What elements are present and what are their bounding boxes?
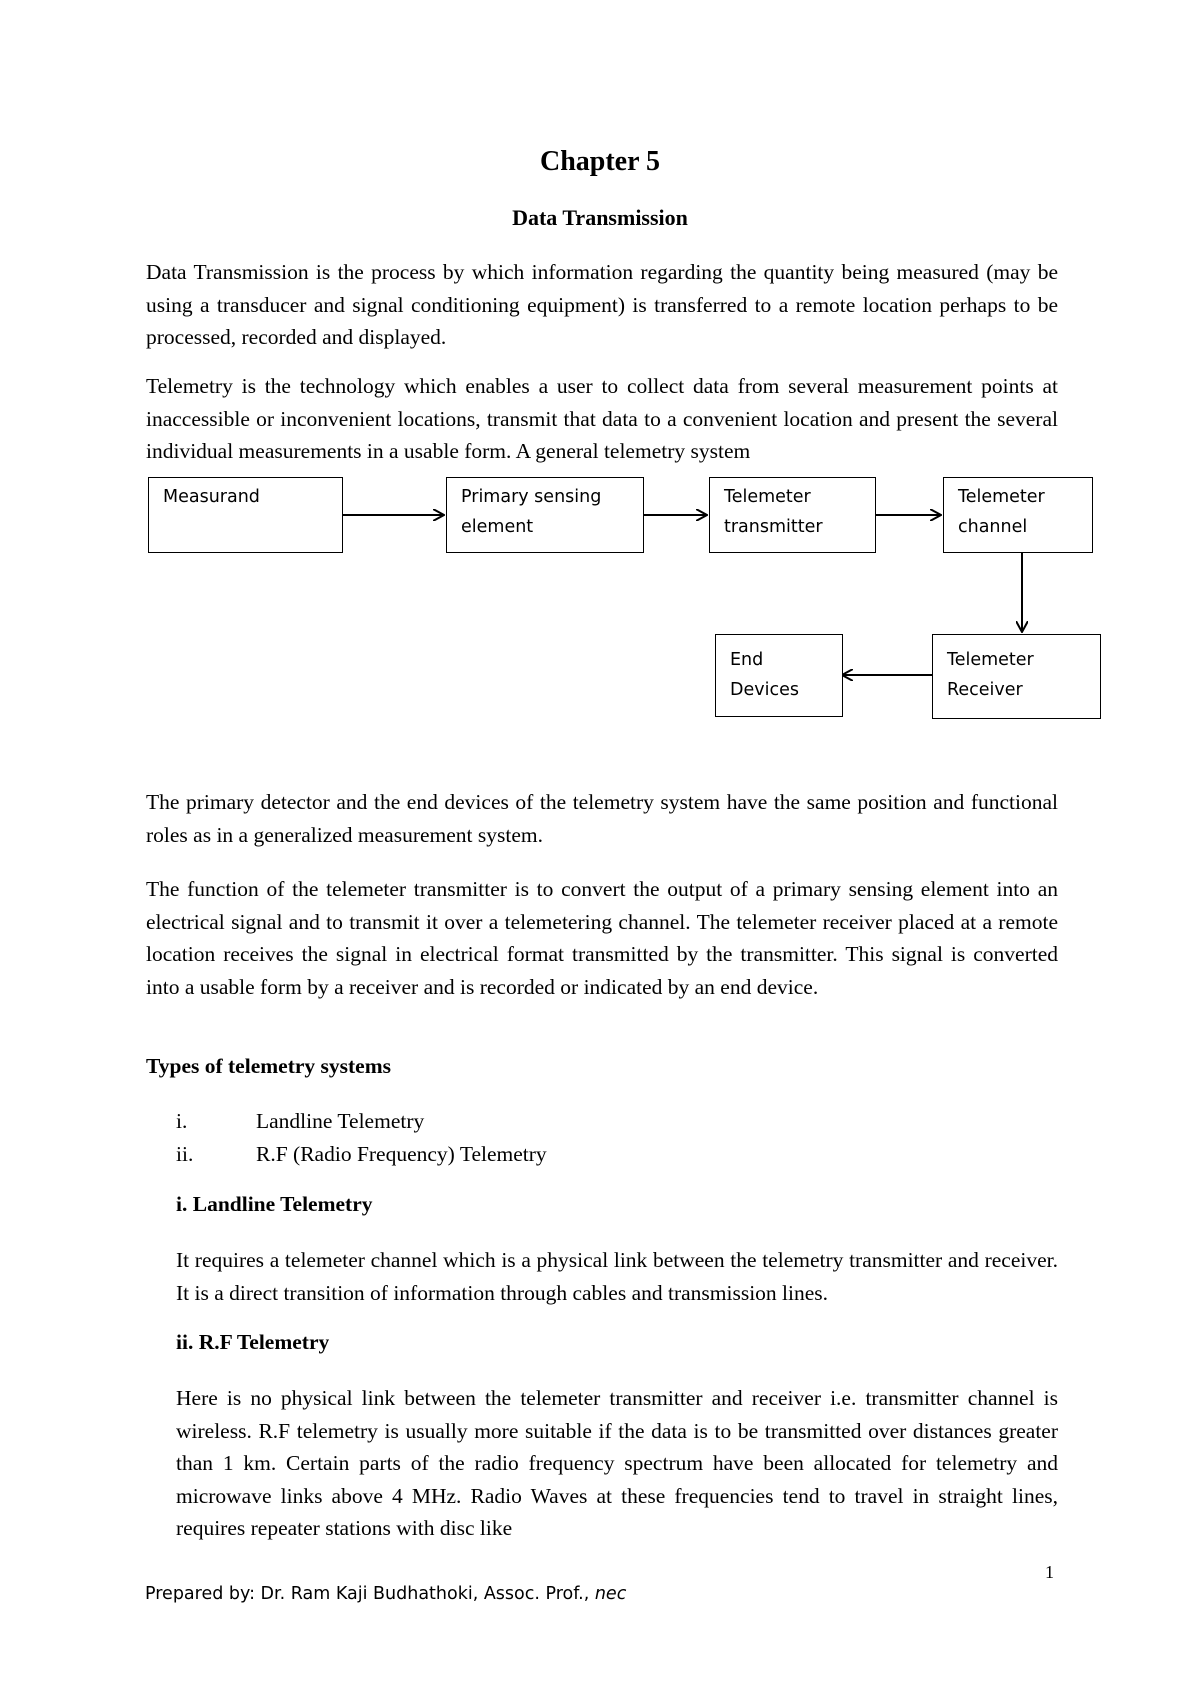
list-item-number: ii. [176, 1141, 194, 1166]
types-heading: Types of telemetry systems [146, 1054, 391, 1078]
subheading-landline: i. Landline Telemetry [176, 1192, 373, 1216]
box-telemeter-receiver: Telemeter Receiver [932, 634, 1101, 719]
box-telemeter-transmitter: Telemeter transmitter [709, 477, 876, 553]
list-item-label: R.F (Radio Frequency) Telemetry [256, 1141, 547, 1166]
paragraph-primary-detector: The primary detector and the end devices of the telemetry system have the same position and functional roles as in a generalized measurement system. [146, 790, 1058, 847]
list-item-label: Landline Telemetry [256, 1109, 425, 1133]
footer-institution: nec [594, 1584, 627, 1604]
chapter-title: Chapter 5 [539, 146, 661, 177]
paragraph-intro: Data Transmission is the process by which information regarding the quantity being measured (may be using a transducer and signal conditioning equipment) is transferred to a remote location perhaps to be processed, recorded and displayed. [146, 260, 1058, 349]
box-end-devices: End Devices [715, 634, 843, 717]
paragraph-transmitter-function: The function of the telemeter transmitter is to convert the output of a primary sensing element into an electrical signal and to transmit it over a telemetering channel. The telemeter receiver placed at a remote location receives the signal in electrical format transmitted by the transmitter. This signal is converted into a usable form by a receiver and is recorded or indicated by an end device. [146, 877, 1058, 999]
box-measurand: Measurand [148, 477, 343, 553]
paragraph-telemetry: Telemetry is the technology which enables a user to collect data from several measurement points at inaccessible or inconvenient locations, transmit that data to a convenient location and present the several individual measurements in a usable form. A general telemetry system [146, 374, 1058, 463]
box-primary-sensing-element: Primary sensing element [446, 477, 644, 553]
paragraph-rf: Here is no physical link between the telemeter transmitter and receiver i.e. transmitter channel is wireless. R.F telemetry is usually more suitable if the data is to be transmitted over distances greater than 1 km. Certain parts of the radio frequency spectrum have been allocated for telemetry and microwave links above 4 MHz. Radio Waves at these frequencies tend to travel in straight lines, requires repeater stations with disc like [176, 1386, 1058, 1540]
list-item-number: i. [176, 1109, 188, 1133]
footer-prepared-by: Prepared by: Dr. Ram Kaji Budhathoki, Assoc. Prof., [145, 1584, 595, 1604]
box-telemeter-channel: Telemeter channel [943, 477, 1093, 553]
section-title: Data Transmission [512, 205, 688, 230]
footer [145, 1584, 626, 1604]
page-number: 1 [1045, 1562, 1054, 1582]
subheading-rf: ii. R.F Telemetry [176, 1330, 330, 1354]
paragraph-landline: It requires a telemeter channel which is a physical link between the telemetry transmitter and receiver. It is a direct transition of information through cables and transmission lines. [176, 1248, 1058, 1305]
